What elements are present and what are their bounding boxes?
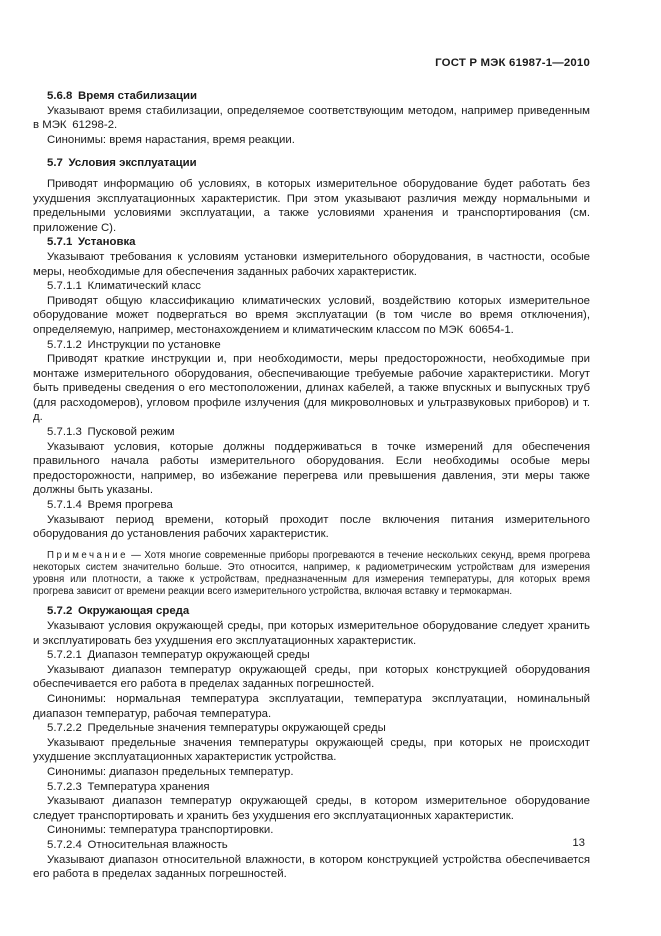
document-body [33,89,590,882]
section-heading-5-7-2-2: 5.7.2.2 Предельные значения температуры окружающей среды [47,722,386,735]
section-heading-5-7-2-3: 5.7.2.3 Температура хранения [47,780,210,793]
note [33,550,590,598]
section-heading-5-7-2-4: 5.7.2.4 Относительная влажность [47,838,228,851]
paragraph: Указывают требования к условиям установки измерительного оборудования, в частности, особые меры, необходимые для обеспечения заданных рабочих характеристик. [33,250,590,278]
section-heading-5-7-2: 5.7.2 Окружающая среда [47,605,190,618]
document-header: ГОСТ Р МЭК 61987-1—2010 [435,57,590,69]
paragraph: Указывают время стабилизации, определяемое соответствующим методом, например приведенным в МЭК 61298-2. [33,104,590,132]
synonyms-line: Синонимы: диапазон предельных температур. [47,765,294,778]
paragraph: Указывают предельные значения температуры окружающей среды, при которых не происходит ухудшение эксплуатационных характеристик устройства. [33,736,590,764]
synonyms-line: Синонимы: нормальная температура эксплуатации, температура эксплуатации, номинальный диапазон температур, рабочая температура. [33,693,590,720]
page-number: 13 [572,837,585,849]
paragraph: Указывают период времени, который проходит после включения питания измерительного оборудования до установления рабочих характеристик. [33,513,590,541]
section-heading-5-6-8: 5.6.8 Время стабилизации [47,90,198,102]
paragraph: Приводят общую классификацию климатических условий, воздействию которых измерительное оборудование может подвергаться во время эксплуатации (в том числе во время отключения), определяемую, например, местонахождением и климатическим классом по МЭК 60654-1. [33,294,590,336]
section-heading-5-7-1: 5.7.1 Установка [47,236,136,249]
paragraph: Указывают условия окружающей среды, при которых измерительное оборудование следует хранить и эксплуатировать без ухудшения его эксплуатационных характеристик. [33,620,590,647]
section-heading-5-7-2-1: 5.7.2.1 Диапазон температур окружающей среды [47,649,310,662]
paragraph: Указывают диапазон относительной влажности, в котором конструкцией устройства обеспечивается его работа в пределах заданных погрешностей. [33,853,590,881]
paragraph: Указывают диапазон температур окружающей среды, в котором измерительное оборудование следует транспортировать и хранить без ухудшения его эксплуатационных характеристик. [33,795,590,822]
paragraph: Приводят краткие инструкции и, при необходимости, меры предосторожности, необходимые при монтаже измерительного оборудования, обеспечивающие требуемые рабочие характеристики. Могут быть приведены сведения о его местоположении, длинах кабелей, а также впускных и выпускных труб (для расходомеров), угловом профиле излучения (для микроволновых и ультразвуковых приборов) и т. д. [33,353,590,424]
synonyms-line: Синонимы: температура транспортировки. [47,824,274,837]
section-heading-5-7-1-4: 5.7.1.4 Время прогрева [47,499,173,512]
section-heading-5-7: 5.7 Условия эксплуатации [47,157,197,170]
synonyms-line: Синонимы: время нарастания, время реакции. [47,133,295,146]
paragraph: Указывают условия, которые должны поддерживаться в точке измерений для обеспечения правильного начала работы измерительного оборудования. Если необходимы особые меры предосторожности, например, во избежание перегрева или превышения давления, эти меры также должны быть указаны. [33,440,590,497]
section-heading-5-7-1-3: 5.7.1.3 Пусковой режим [47,426,175,439]
section-heading-5-7-1-2: 5.7.1.2 Инструкции по установке [47,338,221,351]
note-label: Примечание [47,549,129,561]
paragraph: Приводят информацию об условиях, в которых измерительное оборудование будет работать без ухудшения эксплуатационных характеристик. При этом указывают различия между нормальными и предельными условиями эксплуатации, а также условиями хранения и транспортирования (см. приложение С). [33,177,590,234]
note-text: — Хотя многие современные приборы прогреваются в течение нескольких секунд, время прогрева некоторых систем значительно больше. Это относится, например, к радиометрическим устройствам для измерения уровня или плотности, а также к устройствам, предназначенным для измерения температуры, для которых время прогрева зависит от времени реакции всего измерительного устройства, включая вставку и термокарман. [33,549,590,597]
paragraph: Указывают диапазон температур окружающей среды, при которых конструкцией оборудования обеспечивается его работа в пределах заданных погрешностей. [33,663,590,691]
section-heading-5-7-1-1: 5.7.1.1 Климатический класс [47,280,201,293]
